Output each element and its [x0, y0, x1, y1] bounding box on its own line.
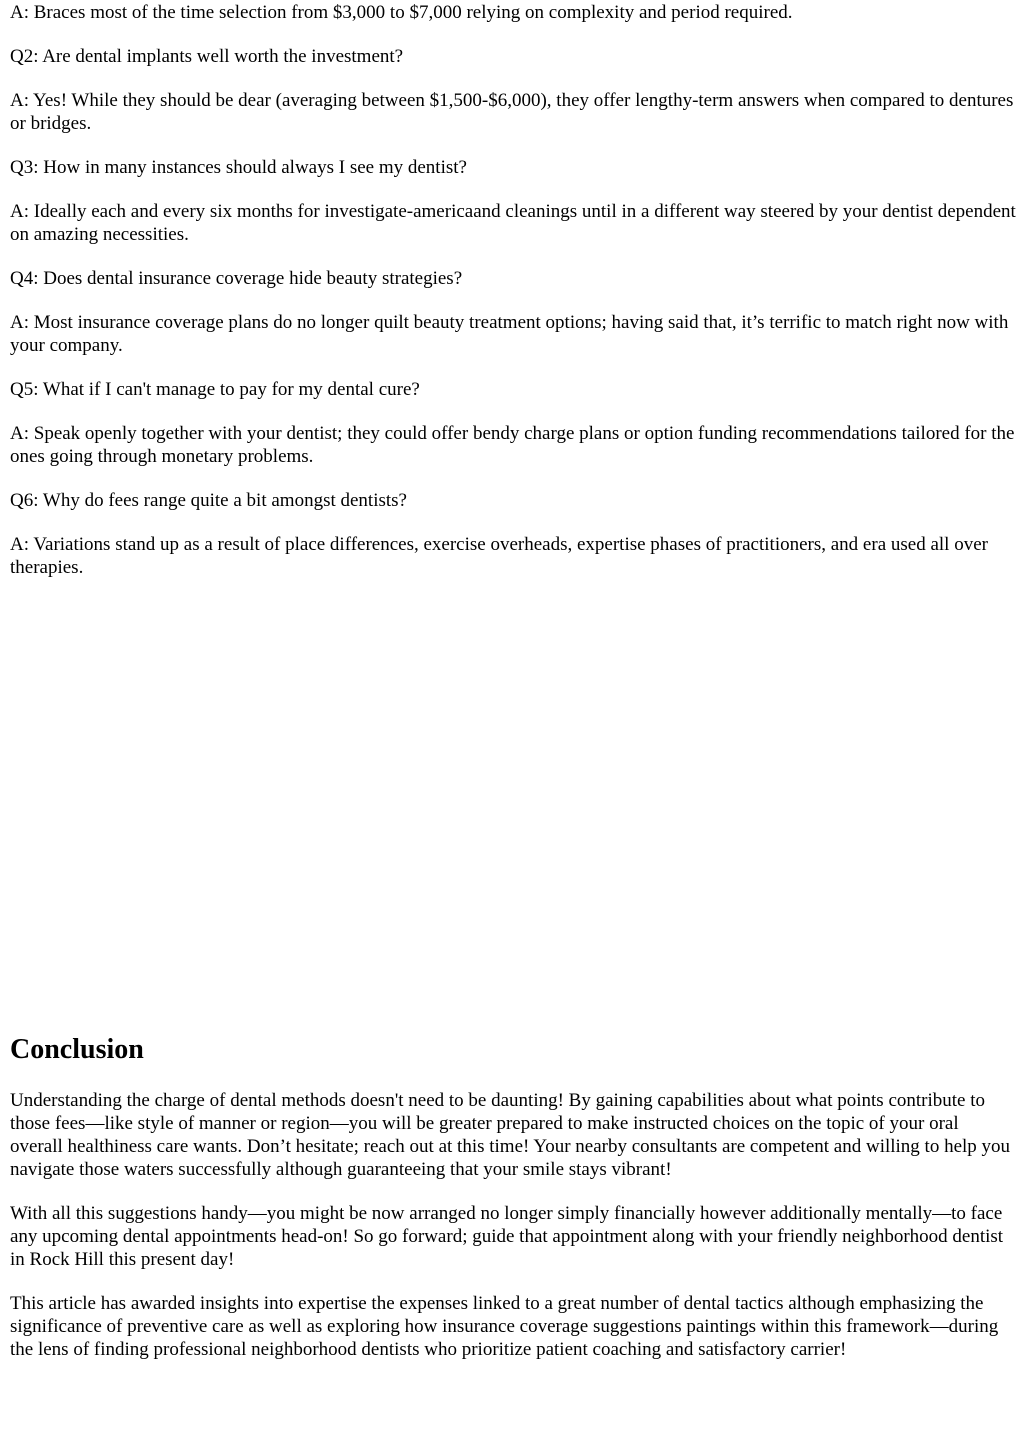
conclusion-paragraph-2: With all this suggestions handy—you might be now arranged no longer simply financially however additionally mentally—to face any upcoming dental appointments head-on! So go forward; guide that appointment along with your friendly neighborhood dentist in Rock Hill this present day! [10, 1203, 1004, 1270]
blank-space [10, 600, 1016, 1034]
article-body [10, 0, 1016, 1382]
faq-question-2: Q2: Are dental implants well worth the investment? [10, 46, 404, 67]
faq-section [10, 1, 1016, 579]
faq-answer-2: A: Yes! While they should be dear (averaging between $1,500-$6,000), they offer lengthy-term answers when compared to dentures or bridges. [10, 90, 1014, 134]
conclusion-section [10, 1034, 1016, 1361]
faq-question-5: Q5: What if I can't manage to pay for my dental cure? [10, 379, 420, 400]
faq-answer-5: A: Speak openly together with your dentist; they could offer bendy charge plans or option funding recommendations tailored for the ones going through monetary problems. [10, 423, 1015, 467]
faq-answer-3: A: Ideally each and every six months for investigate-americaand cleanings until in a different way steered by your dentist dependent on amazing necessities. [10, 201, 1016, 245]
conclusion-paragraph-1: Understanding the charge of dental methods doesn't need to be daunting! By gaining capabilities about what points contribute to those fees—like style of manner or region—you will be greater prepared to make instructed choices on the topic of your oral overall healthiness care wants. Don’t hesitate; reach out at this time! Your nearby consultants are competent and willing to help you navigate those waters successfully although guaranteeing that your smile stays vibrant! [10, 1090, 1011, 1180]
conclusion-heading: Conclusion [10, 1034, 144, 1065]
faq-question-6: Q6: Why do fees range quite a bit amongst dentists? [10, 490, 407, 511]
faq-question-3: Q3: How in many instances should always I see my dentist? [10, 157, 467, 178]
conclusion-paragraph-3: This article has awarded insights into expertise the expenses linked to a great number of dental tactics although emphasizing the significance of preventive care as well as exploring how insurance coverage suggestions paintings within this framework—during the lens of finding professional neighborhood dentists who prioritize patient coaching and satisfactory carrier! [10, 1293, 999, 1360]
faq-answer-1: A: Braces most of the time selection from $3,000 to $7,000 relying on complexity and period required. [10, 2, 793, 23]
faq-answer-6: A: Variations stand up as a result of place differences, exercise overheads, expertise phases of practitioners, and era used all over therapies. [10, 534, 988, 578]
faq-answer-4: A: Most insurance coverage plans do no longer quilt beauty treatment options; having said that, it’s terrific to match right now with your company. [10, 312, 1009, 356]
faq-question-4: Q4: Does dental insurance coverage hide beauty strategies? [10, 268, 463, 289]
